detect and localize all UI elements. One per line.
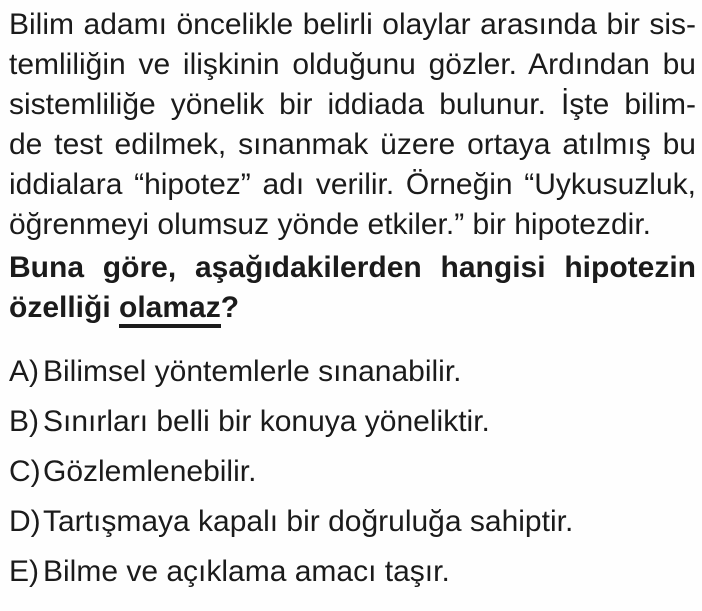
passage-line: sistemliliğe yönelik bir iddiada bulunur. İşte bilim- (9, 88, 696, 121)
option-letter: E) (9, 555, 39, 588)
passage-line: de test edilmek, sınanmak üzere ortaya atılmış bu (9, 128, 696, 161)
option-letter: A) (9, 355, 39, 388)
stem-line-2-prefix: özelliği (9, 291, 120, 324)
option-row-e (9, 552, 696, 592)
passage-line: Bilim adamı öncelikle belirli olaylar arasında bir sis- (9, 8, 696, 41)
option-row-d (9, 502, 696, 542)
option-text: Bilme ve açıklama amacı taşır. (43, 555, 450, 588)
option-letter: D) (9, 505, 41, 538)
option-text: Gözlemlenebilir. (43, 455, 257, 488)
stem-question-mark: ? (220, 291, 240, 324)
options-list (9, 352, 696, 602)
option-text: Sınırları belli bir konuya yöneliktir. (43, 405, 490, 438)
stem-underlined-word: olamaz (119, 293, 221, 328)
passage-line: temliliğin ve ilişkinin olduğunu gözler. Ardından bu (9, 48, 696, 81)
passage-line: iddialara “hipotez” adı verilir. Örneğin “Uykusuzluk, (9, 168, 696, 201)
stem-line-1: Buna göre, aşağıdakilerden hangisi hipotezin (9, 251, 696, 284)
option-text: Bilimsel yöntemlerle sınanabilir. (43, 355, 462, 388)
option-row-b (9, 402, 696, 442)
question-passage (9, 5, 696, 245)
passage-line: öğrenmeyi olumsuz yönde etkiler.” bir hipotezdir. (9, 208, 651, 241)
question-stem (9, 248, 696, 328)
option-letter: B) (9, 405, 39, 438)
option-text: Tartışmaya kapalı bir doğruluğa sahiptir. (43, 505, 574, 538)
option-letter: C) (9, 455, 41, 488)
option-row-c (9, 452, 696, 492)
stem-line-2 (9, 288, 696, 328)
option-row-a (9, 352, 696, 392)
